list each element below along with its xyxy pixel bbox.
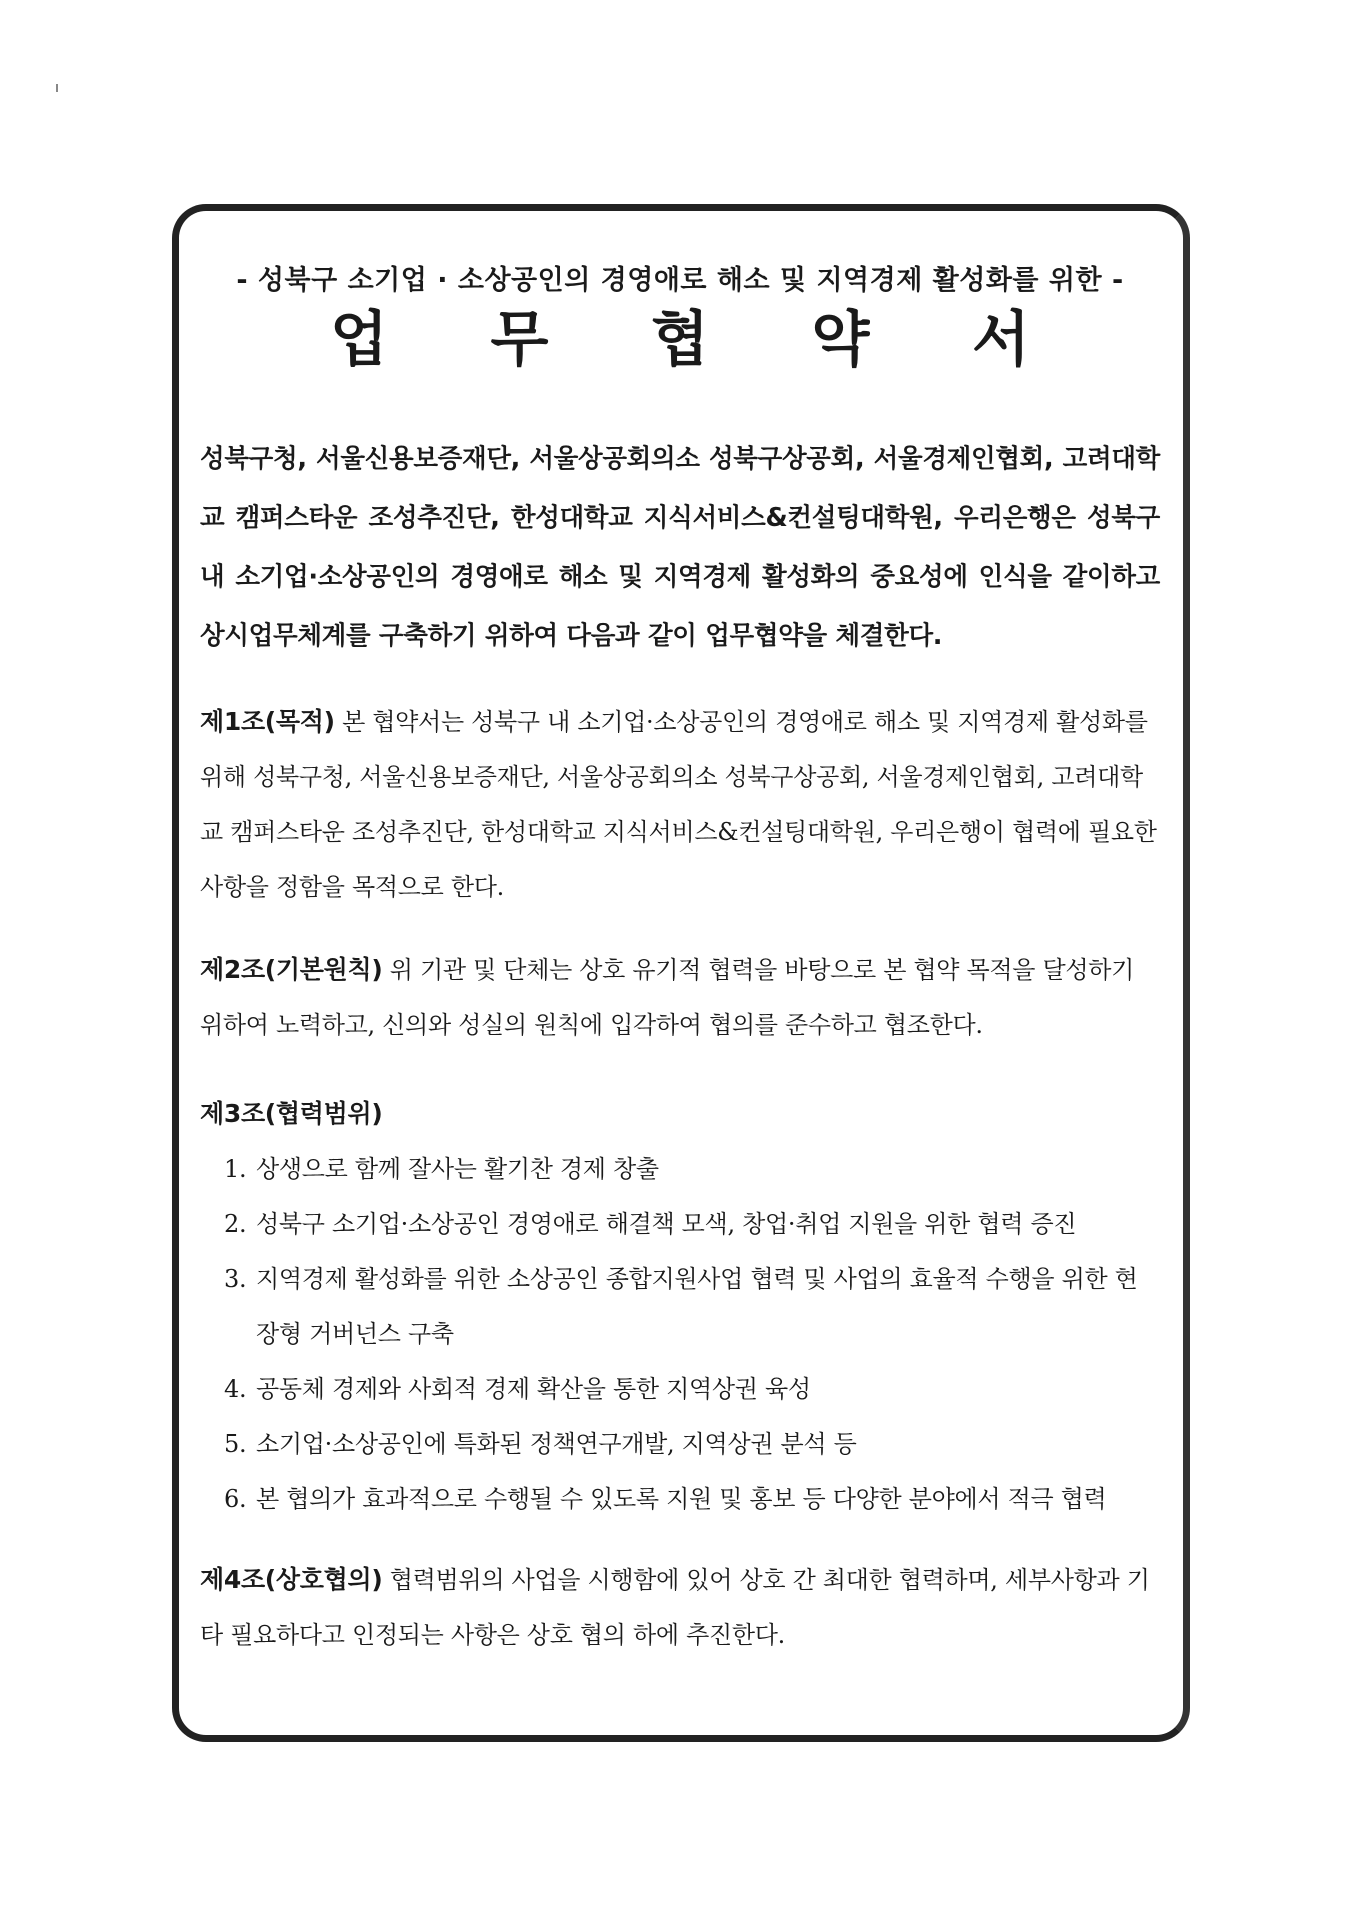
list-item: 4. 공동체 경제와 사회적 경제 확산을 통한 지역상권 육성 [224, 1375, 811, 1403]
article-1 [200, 694, 1160, 915]
list-item: 5. 소기업·소상공인에 특화된 정책연구개발, 지역상권 분석 등 [224, 1430, 857, 1458]
title-char: 무 [490, 305, 549, 375]
article-3 [200, 1086, 1160, 1527]
title-char: 협 [651, 305, 709, 375]
list-item: 1. 상생으로 함께 잘사는 활기찬 경제 창출 [224, 1155, 659, 1183]
article-text: 협력범위의 사업을 시행함에 있어 상호 간 최대한 협력하며, 세부사항과 기타 필요하다고 인정되는 사항은 상호 협의 하에 추진한다. [200, 1566, 1150, 1649]
list-item: 3. 지역경제 활성화를 위한 소상공인 종합지원사업 협력 및 사업의 효율적 수행을 위한 현장형 거버넌스 구축 [224, 1265, 1138, 1348]
document-subtitle: - 성북구 소기업 · 소상공인의 경영애로 해소 및 지역경제 활성화를 위한 - [236, 265, 1124, 296]
document-title [200, 300, 1160, 380]
article-heading: 제1조(목적) [200, 707, 335, 736]
title-char: 서 [972, 305, 1030, 375]
title-char: 약 [811, 305, 870, 375]
article-text: 본 협약서는 성북구 내 소기업·소상공인의 경영애로 해소 및 지역경제 활성화를 위해 성북구청, 서울신용보증재단, 서울상공회의소 성북구상공회, 서울경제인협회, 고려대학교 캠퍼스타운 조성추진단, 한성대학교 지식서비스&컨설팅대학원, 우리은행이 협력에 필요한 사항을 정함을 목적으로 한다. [200, 708, 1157, 901]
intro-paragraph: 성북구청, 서울신용보증재단, 서울상공회의소 성북구상공회, 서울경제인협회, 고려대학교 캠퍼스타운 조성추진단, 한성대학교 지식서비스&컨설팅대학원, 우리은행은 성북구 내 소기업·소상공인의 경영애로 해소 및 지역경제 활성화의 중요성에 인식을 같이하고 상시업무체계를 구축하기 위하여 다음과 같이 업무협약을 체결한다. [200, 444, 1160, 651]
scan-mark [56, 84, 58, 92]
article-heading: 제4조(상호협의) [200, 1565, 383, 1594]
article-heading: 제2조(기본원칙) [200, 955, 383, 984]
article-text: 위 기관 및 단체는 상호 유기적 협력을 바탕으로 본 협약 목적을 달성하기 위하여 노력하고, 신의와 성실의 원칙에 입각하여 협의를 준수하고 협조한다. [200, 956, 1135, 1039]
cooperation-list [200, 1142, 1160, 1527]
title-char: 업 [330, 305, 388, 375]
article-4 [200, 1552, 1160, 1663]
article-2 [200, 942, 1160, 1053]
list-item: 6. 본 협의가 효과적으로 수행될 수 있도록 지원 및 홍보 등 다양한 분야에서 적극 협력 [224, 1485, 1107, 1513]
list-item: 2. 성북구 소기업·소상공인 경영애로 해결책 모색, 창업·취업 지원을 위한 협력 증진 [224, 1210, 1077, 1238]
article-heading: 제3조(협력범위) [200, 1099, 383, 1128]
